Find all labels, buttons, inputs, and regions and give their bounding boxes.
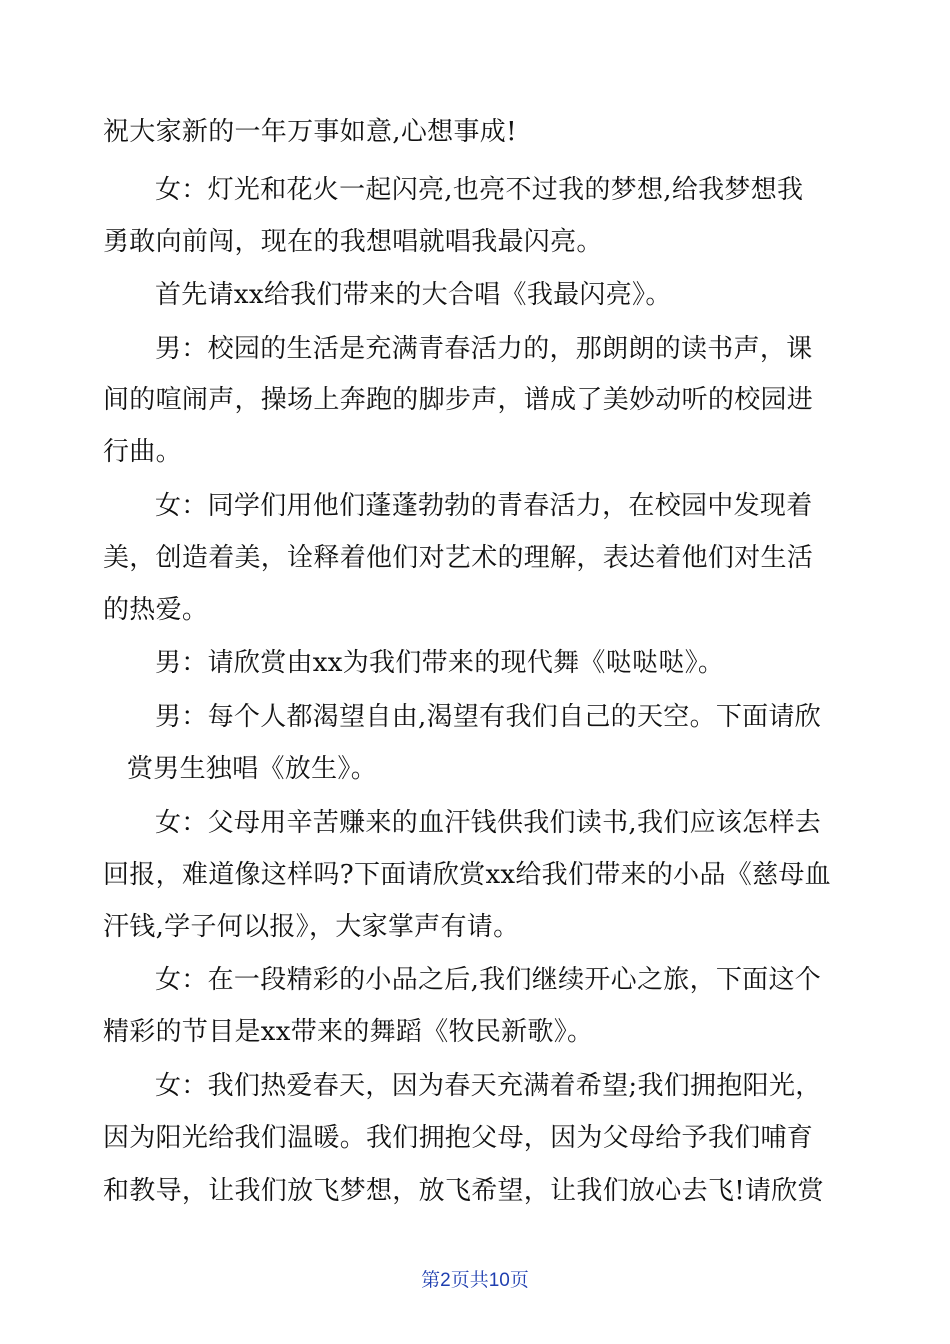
text-line: 汗钱,学子何以报》，大家掌声有请。 (103, 912, 520, 942)
text-line: 女：同学们用他们蓬蓬勃勃的青春活力，在校园中发现着 (155, 491, 813, 521)
text-line: 祝大家新的一年万事如意,心想事成! (103, 117, 517, 147)
text-line: 赏男生独唱《放生》。 (127, 754, 378, 784)
text-line: 女：灯光和花火一起闪亮,也亮不过我的梦想,给我梦想我 (155, 175, 804, 205)
text-line: 首先请xx给我们带来的大合唱《我最闪亮》。 (155, 280, 672, 310)
text-line: 男：请欣赏由xx为我们带来的现代舞《哒哒哒》。 (155, 648, 725, 678)
text-line: 勇敢向前闯，现在的我想唱就唱我最闪亮。 (103, 227, 603, 257)
text-line: 精彩的节目是xx带来的舞蹈《牧民新歌》。 (103, 1017, 594, 1047)
text-line: 男：校园的生活是充满青春活力的，那朗朗的读书声，课 (155, 334, 813, 364)
page-number-footer: 第2页共10页 (421, 1270, 529, 1291)
text-line: 和教导，让我们放飞梦想，放飞希望，让我们放心去飞!请欣赏 (103, 1176, 824, 1206)
text-line: 的热爱。 (103, 595, 209, 625)
text-line: 间的喧闹声，操场上奔跑的脚步声，谱成了美妙动听的校园进 (103, 385, 814, 415)
text-line: 美，创造着美，诠释着他们对艺术的理解，表达着他们对生活 (103, 543, 814, 573)
text-line: 回报，难道像这样吗?下面请欣赏xx给我们带来的小品《慈母血 (103, 860, 831, 890)
text-line: 男：每个人都渴望自由,渴望有我们自己的天空。下面请欣 (155, 702, 822, 732)
text-line: 因为阳光给我们温暖。我们拥抱父母，因为父母给予我们哺育 (103, 1123, 814, 1153)
text-line: 行曲。 (103, 437, 182, 467)
text-line: 女：父母用辛苦赚来的血汗钱供我们读书,我们应该怎样去 (155, 808, 822, 838)
text-line: 女：在一段精彩的小品之后,我们继续开心之旅，下面这个 (155, 965, 822, 995)
text-line: 女：我们热爱春天，因为春天充满着希望;我们拥抱阳光， (155, 1071, 822, 1101)
